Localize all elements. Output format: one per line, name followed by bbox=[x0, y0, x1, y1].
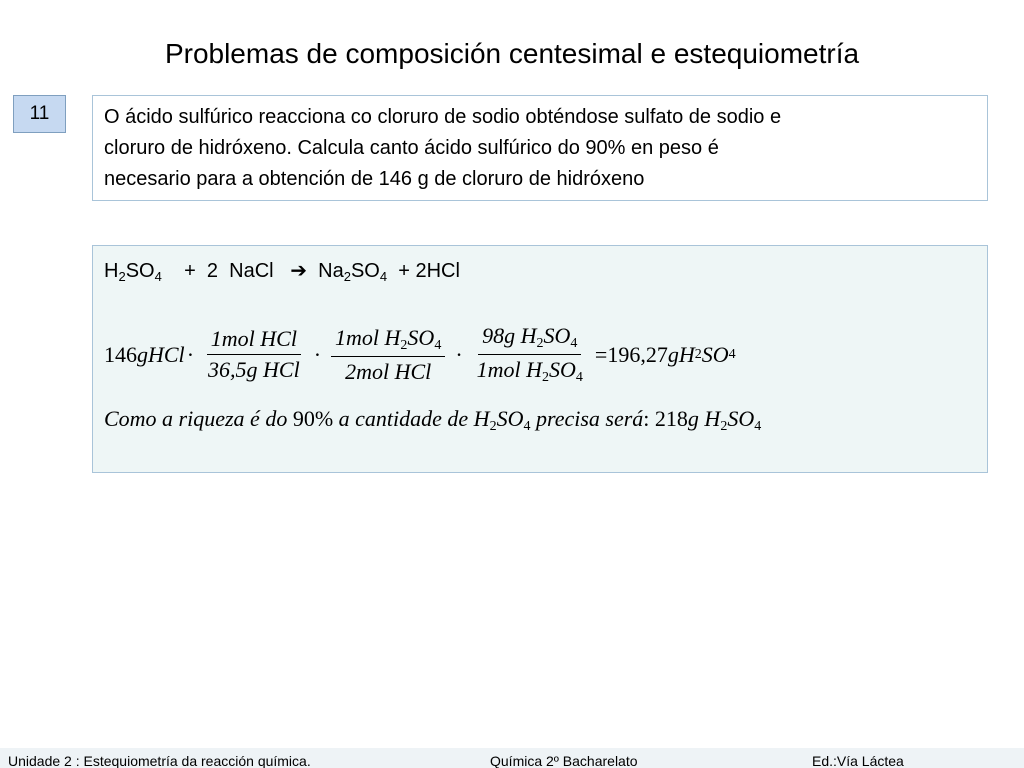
conclusion-text-b: a cantidade de H bbox=[338, 406, 490, 431]
problem-text-line-1: O ácido sulfúrico reacciona co cloruro de sodio obténdose sulfato de sodio e bbox=[104, 106, 782, 128]
product-na: Na bbox=[318, 260, 344, 282]
stoichiometry-calculation: 146 gHCl · $\frac{\text{1mol HCl}}{\text{36,5g HCl}}$ · $\frac{1mol H_2SO_4}{\text{2mol HCl}}$ · $\frac{98g H_2SO_4}{1mol H_2SO_4}$ =196,27 gH 2 SO 4 bbox=[104, 323, 736, 385]
factor-3-denominator-so: SO bbox=[549, 357, 576, 382]
factor-1-numerator: 1mol HCl bbox=[210, 326, 297, 351]
factor-3-numerator-so: SO bbox=[543, 323, 571, 348]
reactant-h-subscript: 2 bbox=[118, 269, 126, 284]
subscript: 4 bbox=[523, 419, 531, 434]
reaction-arrow-icon: ➔ bbox=[290, 260, 308, 282]
result-unit: gH bbox=[667, 341, 695, 367]
factor-3-denominator: 1mol H bbox=[476, 357, 543, 382]
subscript: 4 bbox=[728, 346, 736, 362]
coefficient: 2 bbox=[206, 260, 218, 282]
footer-unit-label: Unidade 2 : Estequiometría da reacción química. bbox=[8, 753, 311, 768]
conversion-factor-2 bbox=[331, 325, 445, 385]
reactant-h: H bbox=[104, 260, 119, 282]
product-hcl: 2HCl bbox=[415, 260, 460, 282]
factor-2-numerator-so: SO bbox=[407, 324, 435, 350]
plus-sign: + bbox=[398, 260, 410, 282]
solution-box bbox=[92, 245, 988, 473]
factor-2-numerator: 1mol H bbox=[335, 324, 401, 350]
subscript: 2 bbox=[536, 336, 544, 351]
reactant-so: SO bbox=[125, 260, 155, 282]
footer-publisher-label: Ed.:Vía Láctea bbox=[812, 753, 904, 768]
reaction-equation bbox=[104, 258, 460, 284]
problem-statement-box bbox=[92, 95, 988, 201]
start-unit: gHCl bbox=[137, 341, 185, 367]
conversion-factor-3 bbox=[473, 323, 587, 386]
product-so: SO bbox=[350, 260, 380, 282]
product-so-subscript: 4 bbox=[379, 269, 388, 284]
conclusion-h: H bbox=[704, 406, 721, 431]
conclusion-so-final: SO bbox=[727, 406, 755, 431]
subscript: 2 bbox=[720, 419, 728, 434]
slide-footer bbox=[0, 748, 1024, 768]
subscript: 4 bbox=[570, 336, 578, 351]
conclusion-value: : 218 bbox=[643, 406, 688, 431]
slide-title: Problemas de composición centesimal e estequiometría bbox=[164, 38, 860, 69]
problem-text-line-2: cloruro de hidróxeno. Calcula canto ácido sulfúrico do 90% en peso é bbox=[104, 137, 719, 159]
conclusion-so: SO bbox=[496, 406, 524, 431]
subscript: 2 bbox=[542, 370, 550, 385]
factor-1-denominator: 36,5g HCl bbox=[208, 357, 300, 382]
problem-number-badge: 11 bbox=[13, 95, 66, 133]
problem-text-line-3: necesario para a obtención de 146 g de cloruro de hidróxeno bbox=[104, 168, 645, 190]
subscript: 2 bbox=[400, 337, 408, 353]
conclusion-unit: g bbox=[687, 406, 699, 431]
result-value: =196,27 bbox=[594, 341, 668, 367]
conclusion-statement bbox=[104, 406, 761, 435]
product-na-subscript: 2 bbox=[343, 269, 351, 284]
subscript: 4 bbox=[754, 419, 762, 434]
reactant-so-subscript: 4 bbox=[154, 269, 162, 284]
plus-sign: + bbox=[184, 260, 196, 282]
subscript: 2 bbox=[489, 419, 497, 434]
reactant-nacl: NaCl bbox=[229, 260, 274, 282]
subscript: 4 bbox=[434, 337, 442, 353]
result-unit-so: SO bbox=[701, 341, 729, 367]
conclusion-percent: 90% bbox=[292, 406, 334, 431]
subscript: 2 bbox=[694, 346, 702, 362]
footer-course-label: Química 2º Bacharelato bbox=[490, 753, 638, 768]
factor-2-denominator: 2mol HCl bbox=[345, 358, 432, 384]
conclusion-text-c: precisa será bbox=[535, 406, 644, 431]
subscript: 4 bbox=[575, 370, 583, 385]
start-quantity: 146 bbox=[104, 341, 137, 367]
factor-3-numerator: 98g H bbox=[482, 323, 537, 348]
conversion-factor-1 bbox=[204, 326, 304, 383]
conclusion-text-a: Como a riqueza é do bbox=[104, 406, 288, 431]
